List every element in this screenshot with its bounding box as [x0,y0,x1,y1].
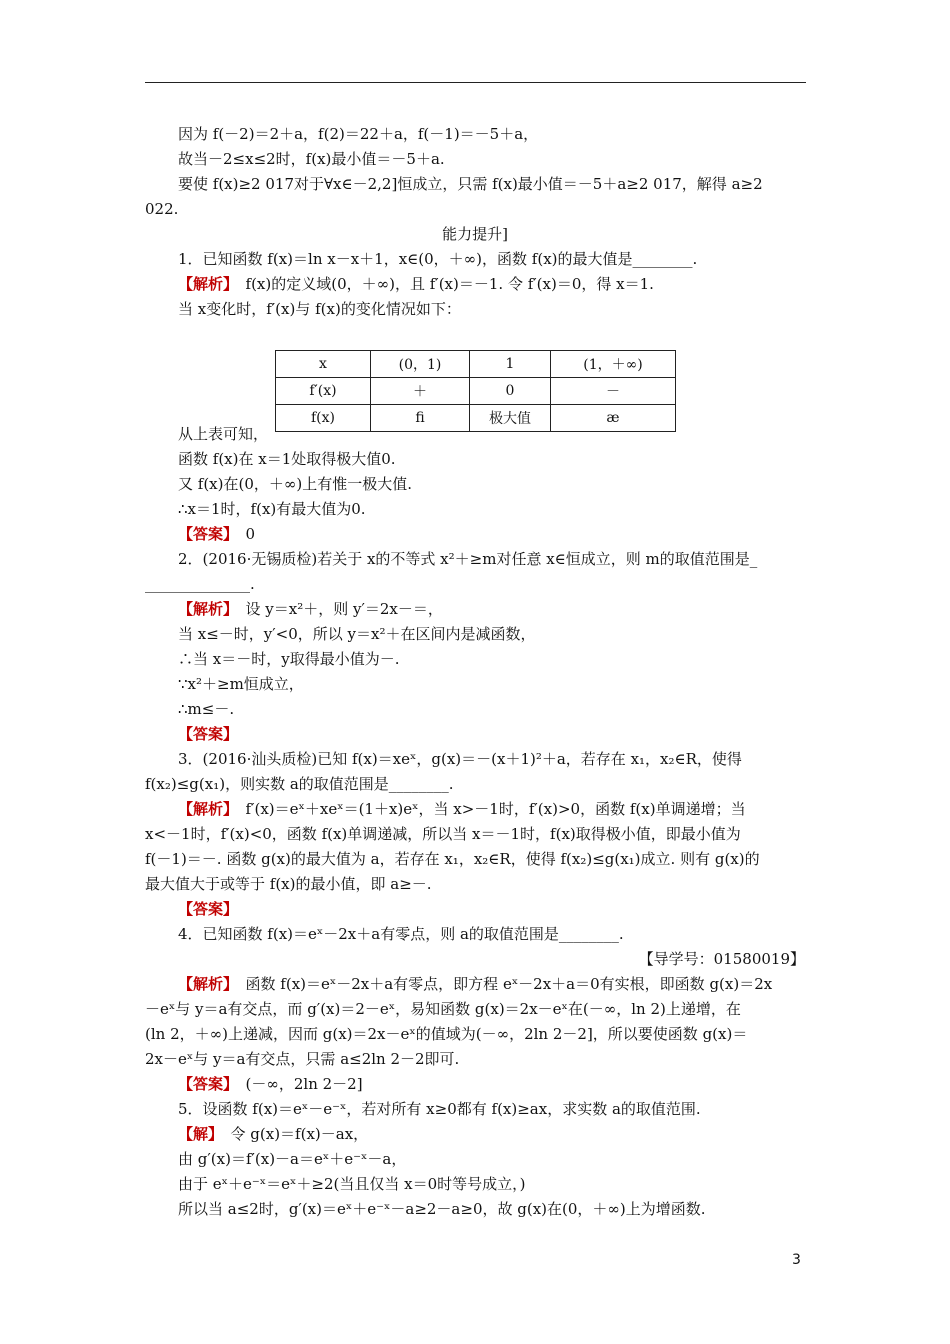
analysis-tag: 【解析】 [178,800,231,818]
problem-5-question: 5．设函数 f(x)＝eˣ－e⁻ˣ，若对所有 x≥0都有 f(x)≥ax，求实数 a的取值范围. [178,1100,701,1118]
text-line: x<－1时，f′(x)<0，函数 f(x)单调递减，所以当 x＝－1时，f(x)取得极小值，即最小值为 [145,825,741,843]
text-line: 最大值大于或等于 f(x)的最小值，即 a≥－. [145,875,432,893]
analysis-tag: 【解析】 [178,600,231,618]
table-cell: x [276,351,371,378]
text-line: 函数 f(x)在 x＝1处取得极大值0. [178,450,396,468]
problem-3-answer [178,899,238,919]
problem-2-question: 2．(2016·无锡质检)若关于 x的不等式 x²＋≥m对任意 x∈恒成立，则 m的取值范围是_ [178,550,758,568]
text-line: 由 g′(x)＝f′(x)－a＝eˣ＋e⁻ˣ－a， [178,1150,407,1168]
text-line: ∵x²＋≥m恒成立， [178,675,304,693]
problem-3-question-cont: f(x₂)≤g(x₁)，则实数 a的取值范围是________. [145,775,454,793]
problem-4-answer [178,1074,363,1094]
analysis-text: 函数 f(x)＝eˣ－2x＋a有零点，即方程 eˣ－2x＋a＝0有实根，即函数 g(x)＝2x [230,975,773,993]
problem-3-question: 3．(2016·汕头质检)已知 f(x)＝xeˣ，g(x)＝－(x＋1)²＋a，若存在 x₁，x₂∈R，使得 [178,750,742,768]
text-line: 2x－eˣ与 y＝a有交点，只需 a≤2ln 2－2即可. [145,1050,460,1068]
table-cell: － [551,378,676,405]
header-rule [145,82,806,83]
answer-text: (－∞，2ln 2－2] [230,1075,363,1093]
analysis-tag: 【解析】 [178,975,231,993]
answer-tag: 【答案】 [178,900,239,918]
problem-2-analysis [178,599,443,619]
text-line: －eˣ与 y＝a有交点，而 g′(x)＝2－eˣ，易知函数 g(x)＝2x－eˣ在(－∞，ln 2)上递增，在 [145,1000,741,1018]
problem-1-analysis [178,274,654,294]
analysis-tag: 【解析】 [178,275,231,293]
text-line: 由于 eˣ＋e⁻ˣ＝eˣ＋≥2(当且仅当 x＝0时等号成立，) [178,1175,526,1193]
text-line: 又 f(x)在(0，＋∞)上有惟一极大值. [178,475,412,493]
text-line: f(－1)＝－. 函数 g(x)的最大值为 a，若存在 x₁，x₂∈R，使得 f(x₂)≤g(x₁)成立. 则有 g(x)的 [145,850,760,868]
text-line: 所以当 a≤2时，g′(x)＝eˣ＋e⁻ˣ－a≥2－a≥0，故 g(x)在(0，＋∞)上为增函数. [178,1200,706,1218]
problem-2-answer [178,724,238,744]
solution-text: 令 g(x)＝f(x)－ax， [215,1125,369,1143]
answer-text: 0 [230,525,256,543]
problem-5-solution [178,1124,368,1144]
text-line: 要使 f(x)≥2 017对于∀x∈－2,2]恒成立，只需 f(x)最小值＝－5＋a≥2 017，解得 a≥2 [178,175,763,193]
table-cell: æ [551,405,676,432]
analysis-text: f′(x)＝eˣ＋xeˣ＝(1＋x)eˣ，当 x>－1时，f′(x)>0，函数 f(x)单调递增；当 [230,800,746,818]
text-line: ∴x＝1时，f(x)有最大值为0. [178,500,366,518]
table-cell: f′(x) [276,378,371,405]
table-cell: 0 [470,378,551,405]
section-title: 能力提升] [442,225,508,243]
page-number: 3 [792,1252,801,1268]
problem-4-question: 4．已知函数 f(x)＝eˣ－2x＋a有零点，则 a的取值范围是________. [178,925,624,943]
text-line: 当 x变化时，f′(x)与 f(x)的变化情况如下： [178,300,461,318]
variation-table [275,350,676,432]
table-cell: f(x) [276,405,371,432]
text-line: 从上表可知， [178,425,269,443]
text-line: (ln 2，＋∞)上递减，因而 g(x)＝2x－eˣ的值域为(－∞，2ln 2－2]，所以要使函数 g(x)＝ [145,1025,748,1043]
problem-2-question-cont: ______________. [145,575,255,593]
text-line: 当 x≤－时，y′<0，所以 y＝x²＋在区间内是减函数， [178,625,536,643]
text-line: 因为 f(－2)＝2＋a，f(2)＝22＋a，f(－1)＝－5＋a， [178,125,539,143]
analysis-text: f(x)的定义域(0，＋∞)，且 f′(x)＝－1. 令 f′(x)＝0，得 x＝1. [230,275,654,293]
table-cell: 极大值 [470,405,551,432]
problem-1-question: 1．已知函数 f(x)＝ln x－x＋1，x∈(0，＋∞)，函数 f(x)的最大值是________. [178,250,698,268]
table-row [276,351,676,378]
analysis-text: 设 y＝x²＋，则 y′＝2x－＝， [230,600,443,618]
table-cell: ＋ [371,378,470,405]
text-line: 022. [145,200,179,218]
table-row [276,378,676,405]
table-cell: (0，1) [371,351,470,378]
solution-tag: 【解】 [178,1125,216,1143]
table-cell: (1，＋∞) [551,351,676,378]
answer-tag: 【答案】 [178,725,239,743]
text-line: ∴当 x＝－时，y取得最小值为－. [178,650,400,668]
answer-tag: 【答案】 [178,1075,231,1093]
text-line: 故当－2≤x≤2时，f(x)最小值＝－5＋a. [178,150,445,168]
table-cell: 1 [470,351,551,378]
text-line: ∴m≤－. [178,700,235,718]
guide-number: 【导学号：01580019】 [638,950,805,968]
table-row [276,405,676,432]
table-cell: ﬁ [371,405,470,432]
problem-4-analysis [178,974,772,994]
answer-tag: 【答案】 [178,525,231,543]
problem-1-answer [178,524,255,544]
problem-3-analysis [178,799,746,819]
